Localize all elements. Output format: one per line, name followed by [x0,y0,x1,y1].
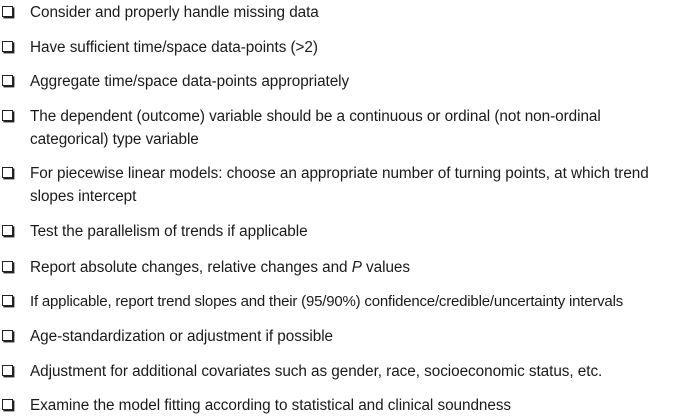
checkbox-icon [2,261,13,272]
text-segment: values [361,259,410,276]
checklist-item-text: Consider and properly handle missing data [30,4,319,21]
checkbox-icon [2,75,13,86]
checkbox-icon [2,6,13,17]
p-symbol: P [351,259,362,276]
checklist-item-text: Adjustment for additional covariates such as gender, race, socioeconomic status, etc. [30,363,603,380]
checklist-item-text [30,256,685,279]
checklist-item-text: The dependent (outcome) variable should be a continuous or ordinal (not non-ordinal categorical) type variable [30,108,601,148]
checkbox-icon [2,110,13,121]
checklist-item-text: Have sufficient time/space data-points (>2) [30,39,318,56]
checkbox-icon [2,295,13,306]
checklist-item-text: Age-standardization or adjustment if possible [30,328,334,345]
checklist-item-text: Test the parallelism of trends if applicable [30,223,308,240]
checkbox-icon [2,41,13,52]
checkbox-icon [2,225,13,236]
checkbox-icon [2,167,13,178]
checklist-item-text: Examine the model fitting according to statistical and clinical soundness [30,397,512,414]
checkbox-icon [2,365,13,376]
checkbox-icon [2,399,13,410]
checklist-item-text: If applicable, report trend slopes and their (95/90%) confidence/credible/uncertainty intervals [30,293,624,310]
checklist-item-text: For piecewise linear models: choose an appropriate number of turning points, at which trend slopes intercept [30,165,649,205]
checklist-item-text: Aggregate time/space data-points appropriately [30,73,350,90]
checkbox-icon [2,330,13,341]
text-segment: Report absolute changes, relative changes and [30,259,352,276]
